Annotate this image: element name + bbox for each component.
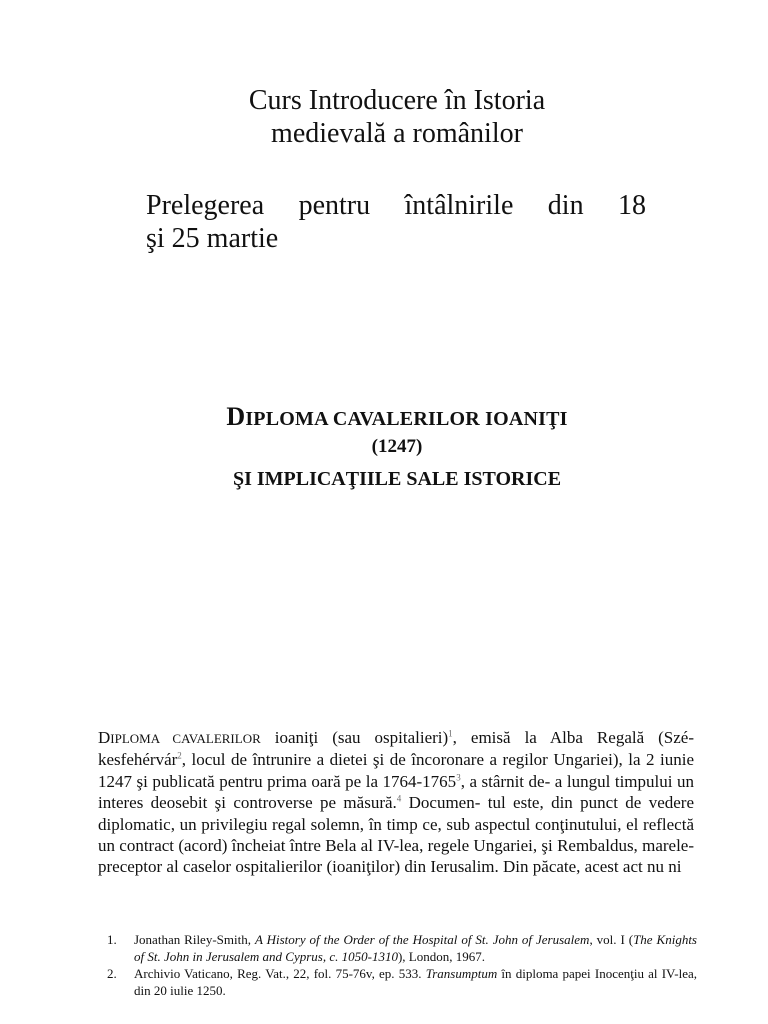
diploma-heading-title [0,402,768,434]
footnote-italic: A History of the Order of the Hospital of St. John of Jerusalem [254,932,590,947]
course-title [0,84,768,150]
footnote-segment: Archivio Vaticano, Reg. Vat., 22, fol. 75-76v, ep. 533. [134,966,426,981]
body-text-segment: Documen- tul este, din punct de vedere diplomatic, un privilegiu regal solemn, în timp ce, sub aspectul conţinutului, el reflectă un contract (acord) încheiat între Bela al IV-lea, regele Ungariei, şi Rembaldus, marele-preceptor al caselor ospitalierilor (ioaniţilor) din Ierusalim. Din păcate, acest act nu ni [98,793,694,877]
body-text-segment: , emisă la Alba Regală (Szé- kesfehérvár [98,728,694,770]
lecture-word: din [547,190,584,221]
heading-initial: D [226,402,246,431]
small-caps-text: IPLOMA CAVALERILOR [110,731,261,746]
heading-rest: IPLOMA CAVALERILOR IOANIŢI [245,408,568,430]
footnote-italic: Transumptum [425,966,498,981]
body-text-segment: , a stârnit de- a lungul timpului un interes deosebit şi controverse pe măsură. [98,771,694,813]
body-paragraph [98,727,694,878]
footnote-text [134,932,697,965]
footnote-italic: The Knights of St. John in Jerusalem and Cyprus, c. 1050-1310 [134,932,697,964]
footnote-ref-4[interactable]: 4 [396,793,402,804]
lecture-word: pentru [298,190,371,221]
lecture-word: Prelegerea [146,190,265,221]
lecture-title-line-1 [146,189,646,222]
footnote-segment: ), London, 1967. [397,948,485,964]
footnote-segment: Jonathan Riley-Smith, [134,932,255,947]
footnote-1 [107,932,697,965]
footnote-ref-3[interactable]: 3 [456,772,461,783]
body-text-segment: ioaniţi (sau ospitalieri) [260,728,449,747]
footnote-segment: , vol. I ( [589,932,634,947]
small-caps-initial: D [98,728,111,747]
footnote-segment: în diploma papei Inocenţiu al IV-lea, din 20 iulie 1250. [134,966,697,998]
footnote-ref-2[interactable]: 2 [177,750,182,761]
course-title-line-2: medievală a românilor [271,118,523,149]
diploma-heading-year: (1247) [371,436,423,457]
footnote-number: 2. [107,966,117,981]
footnotes [107,932,697,1000]
footnote-text [134,966,697,999]
footnote-2 [107,966,697,999]
diploma-heading-subtitle: ŞI IMPLICAŢIILE SALE ISTORICE [232,468,562,490]
diploma-heading [0,402,768,494]
lecture-title-line-2: şi 25 martie [146,223,279,254]
footnote-number: 1. [107,932,117,947]
footnote-ref-1[interactable]: 1 [448,728,453,739]
lecture-word: întâlnirile [404,190,514,221]
course-title-line-1: Curs Introducere în Istoria [248,85,546,116]
body-text-segment: , locul de întrunire a dietei şi de încoronare a regilor Ungariei), la 2 iunie 1247 şi publicată pentru prima oară pe la 1764-1765 [98,750,694,791]
lecture-word: 18 [618,190,646,221]
lecture-title [146,189,646,255]
